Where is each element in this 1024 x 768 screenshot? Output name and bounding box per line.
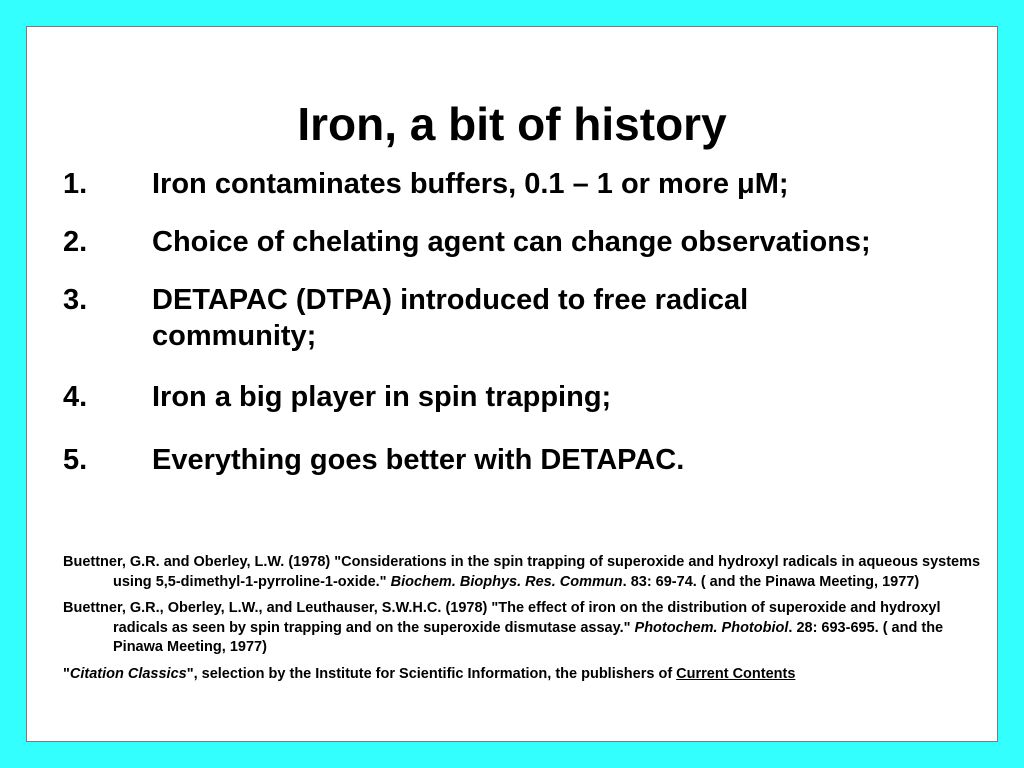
reference-2: Buettner, G.R., Oberley, L.W., and Leuthauser, S.W.H.C. (1978) "The effect of iron on the distribution of superoxide and hydroxyl radicals as seen by spin trapping and on the superoxide dismutase assay." Photochem. Photobiol. 28: 693-695. ( and the Pinawa Meeting, 1977) — [63, 600, 944, 655]
list-text: DETAPAC (DTPA) introduced to free radical community; — [152, 284, 749, 352]
list-text: Iron a big player in spin trapping; — [152, 381, 612, 413]
list-item — [63, 442, 983, 478]
list-text: Choice of chelating agent can change observations; — [152, 226, 871, 258]
list-text: Everything goes better with DETAPAC. — [152, 444, 685, 476]
list-number: 5. — [63, 444, 88, 476]
list-item — [63, 166, 983, 202]
list-item — [63, 282, 983, 354]
list-text: Iron contaminates buffers, 0.1 – 1 or more μM; — [152, 168, 789, 200]
list-number: 1. — [63, 168, 88, 200]
list-number: 3. — [63, 284, 88, 316]
reference-1: Buettner, G.R. and Oberley, L.W. (1978) "Considerations in the spin trapping of superoxide and hydroxyl radicals in aqueous systems using 5,5-dimethyl-1-pyrroline-1-oxide." Biochem. Biophys. Res. Commun. 83: 69-74. ( and the Pinawa Meeting, 1977) — [63, 554, 981, 590]
list-number: 4. — [63, 381, 88, 413]
current-contents-link[interactable]: Current Contents — [676, 665, 796, 682]
reference-3: "Citation Classics", selection by the Institute for Scientific Information, the publishers of Current Contents — [63, 665, 796, 682]
references — [63, 553, 991, 691]
list-item — [63, 224, 983, 260]
slide — [26, 26, 998, 742]
list-item — [63, 379, 983, 415]
list-number: 2. — [63, 226, 88, 258]
slide-title: Iron, a bit of history — [297, 98, 727, 150]
